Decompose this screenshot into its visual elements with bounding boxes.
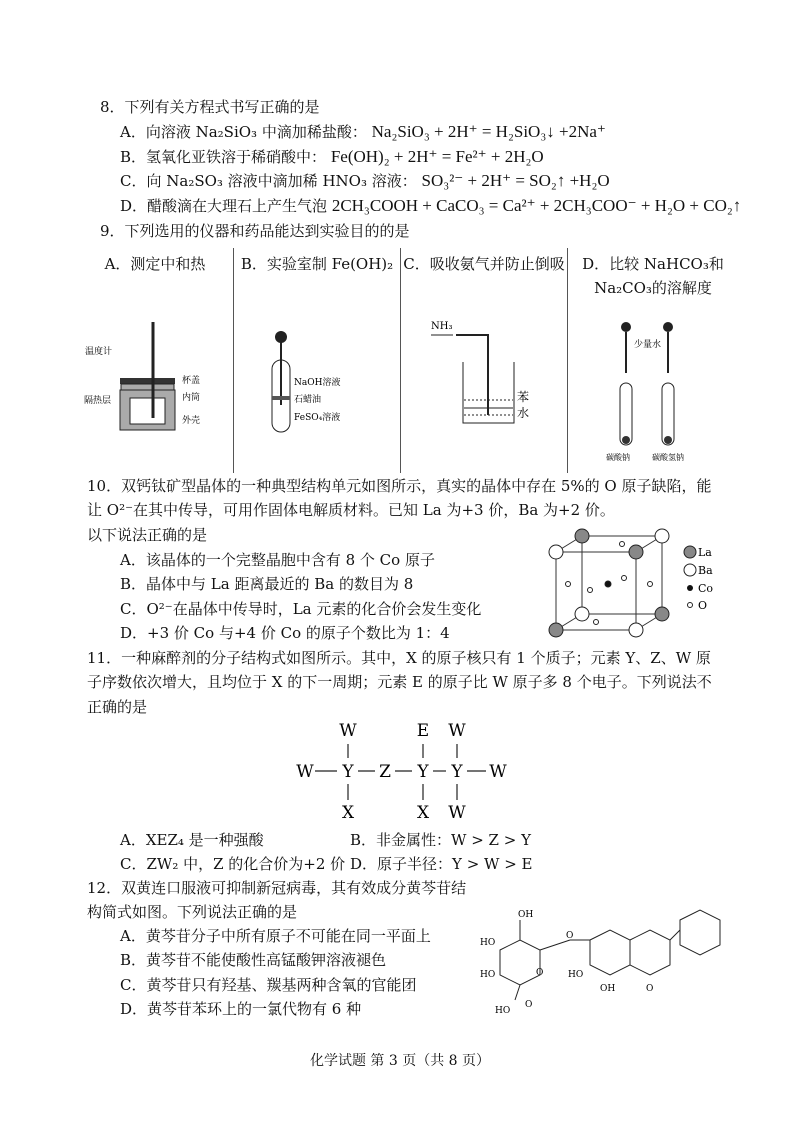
cell-title: B．实验室制 Fe(OH)₂	[240, 255, 394, 273]
baicalin-structure	[400, 895, 730, 1025]
atom-label: O	[646, 984, 654, 994]
q10-stem: 让 O²⁻在其中传导，可用作固体电解质材料。已知 La 为+3 价，Ba 为+2 价。	[87, 501, 615, 519]
label-lid: 杯盖	[182, 376, 201, 386]
legend-co: Co	[698, 582, 714, 595]
q12-option-a: A．黄芩苷分子中所有原子不可能在同一平面上	[120, 927, 431, 945]
q10-option-b: B．晶体中与 La 距离最近的 Ba 的数目为 8	[120, 575, 414, 593]
label-feso4: FeSO₄溶液	[294, 413, 341, 423]
label-paraffin: 石蜡油	[294, 395, 322, 405]
q11-stem: 子序数依次增大，且均位于 X 的下一周期；元素 E 的原子比 W 原子多 8 个电子。下列说法不	[87, 673, 712, 691]
label-na2co3: 碳酸钠	[606, 453, 630, 462]
option-label: B．氢氧化亚铁溶于稀硝酸中：	[120, 148, 327, 166]
molecular-structure	[290, 720, 530, 825]
calorimeter-diagram	[80, 310, 230, 450]
legend-la: La	[698, 546, 712, 559]
label-nahco3: 碳酸氢钠	[652, 453, 684, 462]
atom: X	[341, 803, 355, 823]
label-naoh: NaOH溶液	[294, 378, 341, 388]
equation: Fe(OH)₂ + 2H⁺ = Fe²⁺ + 2H₂O	[330, 147, 544, 166]
solubility-diagram	[568, 315, 738, 460]
atom: W	[296, 762, 314, 782]
q10-option-d: D．+3 价 Co 与+4 价 Co 的原子个数比为 1：4	[120, 624, 450, 642]
q8-option-c	[120, 171, 610, 191]
label-benzene: 苯	[517, 390, 530, 404]
atom: X	[416, 803, 430, 823]
atom-label: O	[536, 968, 544, 978]
q11-stem: 正确的是	[87, 698, 148, 716]
q11-stem: 11．一种麻醉剂的分子结构式如图所示。其中，X 的原子核只有 1 个质子；元素 Y、Z、W 原	[87, 649, 711, 667]
q10-stem: 以下说法正确的是	[87, 526, 208, 544]
cell-title: C．吸收氨气并防止倒吸	[403, 255, 565, 273]
atom-label: HO	[480, 970, 496, 980]
atom-label: O	[566, 931, 574, 941]
cell-title: D．比较 NaHCO₃和 Na₂CO₃的溶解度	[582, 255, 724, 297]
q11-option-d: D．原子半径：Y > W > E	[350, 855, 533, 873]
label-water: 少量水	[634, 340, 662, 350]
atom: E	[416, 721, 430, 741]
q8-option-b	[120, 147, 544, 167]
atom-label: HO	[568, 970, 584, 980]
q12-stem: 构简式如图。下列说法正确的是	[87, 903, 298, 921]
q12-option-b: B．黄芩苷不能使酸性高锰酸钾溶液褪色	[120, 951, 387, 969]
ammonia-absorption-diagram	[401, 315, 567, 435]
q8-option-d	[120, 196, 741, 216]
atom: W	[339, 721, 357, 741]
atom-label: OH	[600, 984, 616, 994]
atom: Y	[451, 762, 463, 782]
q11-option-b: B．非金属性：W > Z > Y	[350, 831, 531, 849]
atom: Y	[417, 762, 429, 782]
atom-label: HO	[495, 1006, 511, 1016]
equation: 2CH₃COOH + CaCO₃ = Ca²⁺ + 2CH₃COO⁻ + H₂O + CO₂↑	[331, 196, 742, 215]
legend-ba: Ba	[698, 564, 713, 577]
atom: W	[448, 803, 466, 823]
label-water: 水	[517, 406, 530, 420]
atom-label: HO	[480, 938, 496, 948]
label-insulation: 隔热层	[84, 396, 112, 406]
fe-oh2-diagram	[234, 320, 400, 440]
label-thermometer: 温度计	[85, 347, 113, 357]
q8-stem: 8．下列有关方程式书写正确的是	[100, 98, 320, 116]
label-shell: 外壳	[182, 416, 201, 426]
q11-option-c: C．ZW₂ 中，Z 的化合价为+2 价	[120, 855, 346, 873]
q8-option-a	[120, 122, 606, 142]
cell-title: A．测定中和热	[104, 255, 206, 273]
q12-option-d: D．黄芩苷苯环上的一氯代物有 6 种	[120, 1000, 362, 1018]
q10-option-a: A．该晶体的一个完整晶胞中含有 8 个 Co 原子	[120, 551, 435, 569]
atom-label: OH	[518, 910, 534, 920]
label-inner: 内筒	[182, 393, 201, 403]
q10-option-c: C．O²⁻在晶体中传导时，La 元素的化合价会发生变化	[120, 600, 482, 618]
atom: W	[448, 721, 466, 741]
crystal-cell-diagram	[548, 532, 738, 642]
legend-o: O	[698, 599, 708, 612]
q12-option-c: C．黄芩苷只有羟基、羰基两种含氧的官能团	[120, 976, 417, 994]
atom: Y	[342, 762, 354, 782]
equation: SO₃²⁻ + 2H⁺ = SO₂↑ +H₂O	[421, 171, 610, 190]
q10-stem: 10．双钙钛矿型晶体的一种典型结构单元如图所示，真实的晶体中存在 5%的 O 原子缺陷，能	[87, 477, 712, 495]
q9-stem: 9．下列选用的仪器和药品能达到实验目的的是	[100, 222, 410, 240]
q11-option-a: A．XEZ₄ 是一种强酸	[120, 831, 264, 849]
option-label: A．向溶液 Na₂SiO₃ 中滴加稀盐酸：	[120, 123, 367, 141]
q12-stem: 12．双黄连口服液可抑制新冠病毒，其有效成分黄芩苷结	[87, 879, 467, 897]
label-nh3: NH₃	[431, 321, 453, 332]
equation: Na₂SiO₃ + 2H⁺ = H₂SiO₃↓ +2Na⁺	[371, 122, 606, 141]
option-label: C．向 Na₂SO₃ 溶液中滴加稀 HNO₃ 溶液：	[120, 172, 417, 190]
atom-label: O	[525, 1000, 533, 1010]
page-footer: 化学试题 第 3 页（共 8 页）	[309, 1053, 491, 1069]
atom: Z	[379, 762, 391, 782]
option-label: D．醋酸滴在大理石上产生气泡	[120, 197, 328, 215]
atom: W	[489, 762, 507, 782]
